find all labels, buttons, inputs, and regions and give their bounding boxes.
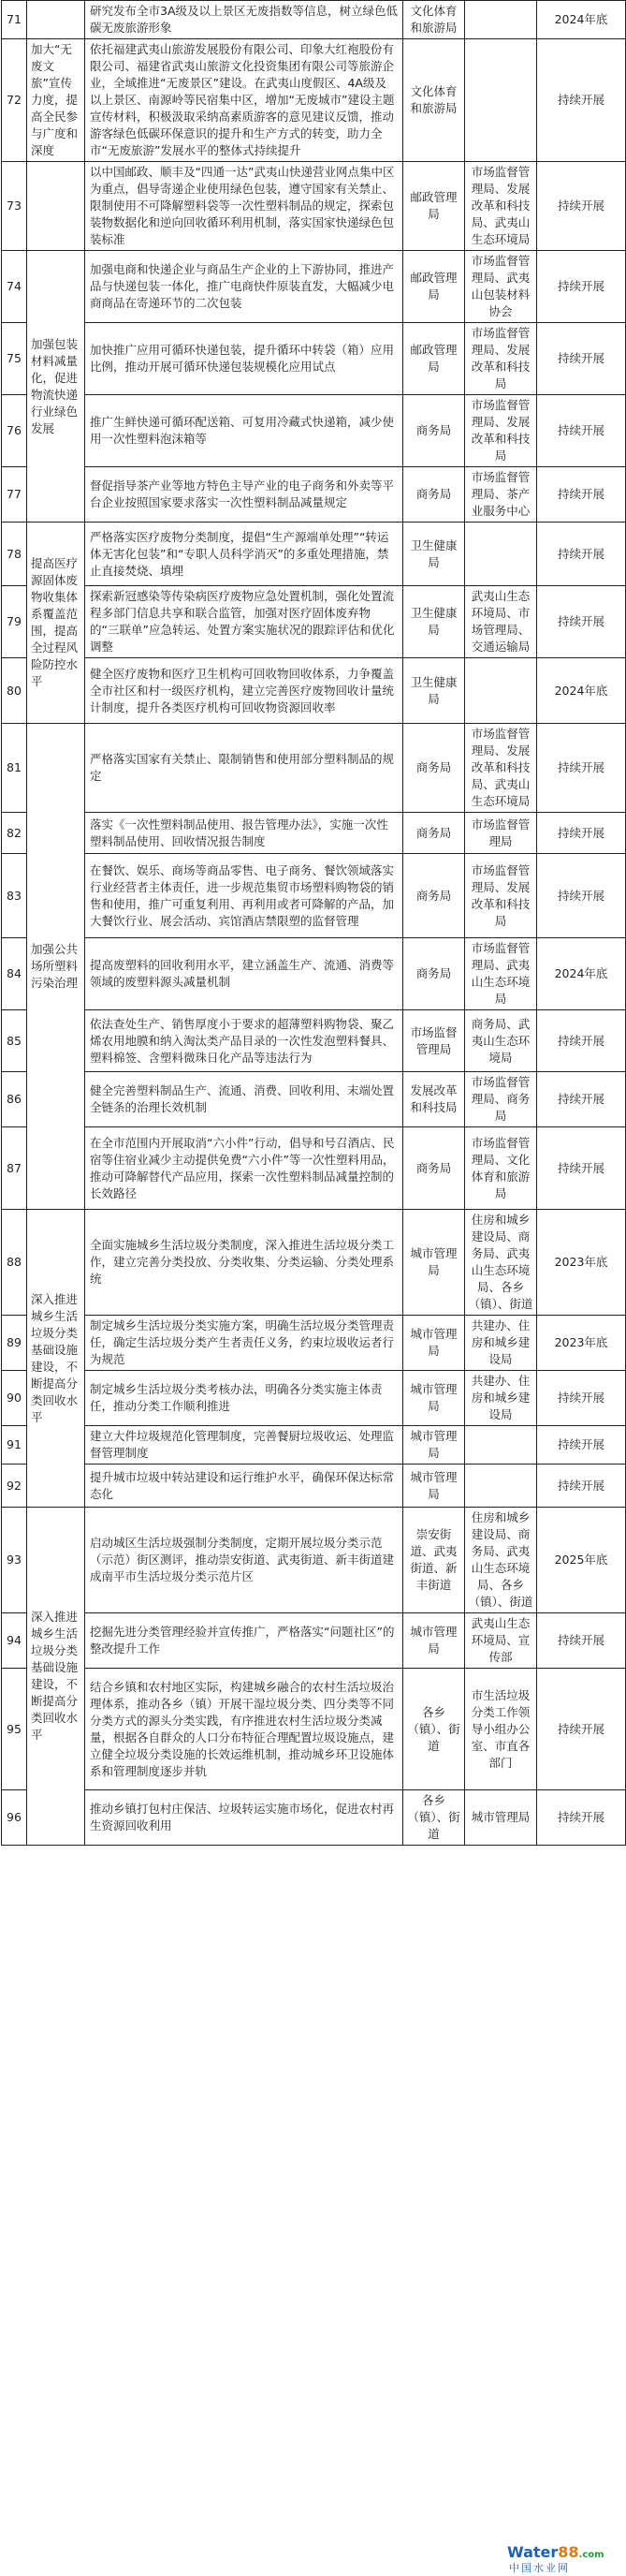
completion-time: 持续开展 bbox=[537, 1072, 626, 1127]
task-description: 健全完善塑料制品生产、流通、消费、回收利用、末端处置全链条的治理长效机制 bbox=[85, 1072, 403, 1127]
task-number: 94 bbox=[2, 1613, 27, 1669]
cooperating-departments bbox=[465, 1465, 537, 1508]
cooperating-departments: 武夷山生态环境局、市场管理局、交通运输局 bbox=[465, 586, 537, 658]
table-row bbox=[2, 586, 626, 658]
completion-time: 持续开展 bbox=[537, 813, 626, 854]
completion-time: 持续开展 bbox=[537, 1010, 626, 1072]
task-description: 在餐饮、娱乐、商场等商品零售、电子商务、餐饮领域落实行业经营者主体责任，进一步规范集贸市场塑料购物袋的销售和使用，推广可重复利用、再利用或者可降解的产品，加大餐饮行业、展会活动、宾馆酒店禁限塑的监督管理 bbox=[85, 854, 403, 938]
cooperating-departments: 商务局、武夷山生态环境局 bbox=[465, 1010, 537, 1072]
cooperating-departments: 市场监督管理局、发展改革和科技局、武夷山生态环境局 bbox=[465, 162, 537, 251]
task-number: 96 bbox=[2, 1790, 27, 1846]
cooperating-departments: 市场监督管理局、文化体育和旅游局 bbox=[465, 1127, 537, 1210]
lead-department: 城市管理局 bbox=[403, 1426, 465, 1465]
task-description: 启动城区生活垃圾强制分类制度，定期开展垃圾分类示范（示范）街区测评，推动崇安街道、武夷街道、新丰街道建成南平市生活垃圾分类示范片区 bbox=[85, 1508, 403, 1613]
lead-department: 文化体育和旅游局 bbox=[403, 1, 465, 39]
cooperating-departments: 市场监督管理局、发展改革和科技局 bbox=[465, 395, 537, 467]
table-row bbox=[2, 1613, 626, 1669]
table-row bbox=[2, 523, 626, 586]
lead-department: 卫生健康局 bbox=[403, 523, 465, 586]
cooperating-departments: 市生活垃圾分类工作领导小组办公室、市直各部门 bbox=[465, 1669, 537, 1790]
table-row bbox=[2, 1426, 626, 1465]
cooperating-departments: 市场监督管理局、茶产业服务中心 bbox=[465, 467, 537, 523]
task-number: 81 bbox=[2, 724, 27, 813]
task-number: 85 bbox=[2, 1010, 27, 1072]
table-row bbox=[2, 395, 626, 467]
table-row bbox=[2, 938, 626, 1010]
lead-department: 城市管理局 bbox=[403, 1371, 465, 1426]
lead-department: 商务局 bbox=[403, 938, 465, 1010]
table-row bbox=[2, 813, 626, 854]
completion-time: 持续开展 bbox=[537, 724, 626, 813]
cooperating-departments: 市场监督管理局 bbox=[465, 813, 537, 854]
task-description: 探索新冠感染等传染病医疗废物应急处置机制，强化处置流程多部门信息共享和联合监管，加强对医疗固体废弃物的“三联单”应急转运、处置方案实施状况的跟踪评估和优化调整 bbox=[85, 586, 403, 658]
lead-department: 发展改革和科技局 bbox=[403, 1072, 465, 1127]
task-number: 73 bbox=[2, 162, 27, 251]
table-row bbox=[2, 1790, 626, 1846]
task-number: 74 bbox=[2, 251, 27, 323]
task-description: 依托福建武夷山旅游发展股份有限公司、印象大红袍股份有限公司、福建省武夷山旅游文化投资集团有限公司等旅游企业，全域推进“无废景区”建设。在武夷山度假区、4A级及以上景区、南源岭等民宿集中区，增加“无废城市”建设主题宣传材料，积极汲取采纳高素质游客的意见建议反馈，推动游客绿色低碳环保意识的提升和生产方式的转变，助力全市“无废旅游”发展水平的整体式持续提升 bbox=[85, 39, 403, 162]
task-number: 75 bbox=[2, 323, 27, 395]
table-row bbox=[2, 1010, 626, 1072]
cooperating-departments bbox=[465, 39, 537, 162]
task-description: 制定城乡生活垃圾分类考核办法，明确各分类实施主体责任，推动分类工作顺利推进 bbox=[85, 1371, 403, 1426]
task-number: 90 bbox=[2, 1371, 27, 1426]
completion-time: 持续开展 bbox=[537, 1669, 626, 1790]
task-description: 加强电商和快递企业与商品生产企业的上下游协同，推进产品与快递包装一体化，推广电商快件原装直发，大幅减少电商商品在寄递环节的二次包装 bbox=[85, 251, 403, 323]
task-category: 深入推进城乡生活垃圾分类基础设施建设，不断提高分类回收水平 bbox=[27, 1508, 85, 1846]
task-description: 依法查处生产、销售厚度小于要求的超薄塑料购物袋、聚乙烯农用地膜和纳入淘汰类产品目录的一次性发泡塑料餐具、塑料棉签、含塑料微珠日化产品等违法行为 bbox=[85, 1010, 403, 1072]
cooperating-departments bbox=[465, 1426, 537, 1465]
lead-department: 商务局 bbox=[403, 854, 465, 938]
cooperating-departments: 市场监督管理局、商务局 bbox=[465, 1072, 537, 1127]
completion-time: 2023年底 bbox=[537, 1210, 626, 1316]
watermark-logo-c: .com bbox=[578, 2550, 604, 2560]
task-description: 提高废塑料的回收利用水平，建立涵盖生产、流通、消费等领域的废塑料源头减量机制 bbox=[85, 938, 403, 1010]
lead-department: 邮政管理局 bbox=[403, 162, 465, 251]
task-number: 72 bbox=[2, 39, 27, 162]
cooperating-departments bbox=[465, 658, 537, 724]
completion-time: 持续开展 bbox=[537, 1426, 626, 1465]
watermark-subtitle: 中国水业网 bbox=[509, 2562, 570, 2574]
completion-time: 持续开展 bbox=[537, 323, 626, 395]
table-row bbox=[2, 854, 626, 938]
table-row bbox=[2, 323, 626, 395]
completion-time: 持续开展 bbox=[537, 162, 626, 251]
completion-time: 2025年底 bbox=[537, 1508, 626, 1613]
task-description: 推广生鲜快递可循环配送箱、可复用冷藏式快递箱，减少使用一次性塑料泡沫箱等 bbox=[85, 395, 403, 467]
cooperating-departments: 市场监督管理局、发展改革和科技局 bbox=[465, 854, 537, 938]
completion-time: 持续开展 bbox=[537, 1127, 626, 1210]
task-table bbox=[1, 0, 626, 1846]
completion-time: 2024年底 bbox=[537, 658, 626, 724]
cooperating-departments: 住房和城乡建设局、商务局、武夷山生态环境局、各乡（镇）、街道 bbox=[465, 1508, 537, 1613]
task-description: 挖掘先进分类管理经验并宣传推广，严格落实“问题社区”的整改提升工作 bbox=[85, 1613, 403, 1669]
lead-department: 卫生健康局 bbox=[403, 658, 465, 724]
task-description: 督促指导茶产业等地方特色主导产业的电子商务和外卖等平台企业按照国家要求落实一次性塑料制品减量规定 bbox=[85, 467, 403, 523]
task-number: 89 bbox=[2, 1316, 27, 1371]
table-row bbox=[2, 1316, 626, 1371]
cooperating-departments: 共建办、住房和城乡建设局 bbox=[465, 1371, 537, 1426]
lead-department: 文化体育和旅游局 bbox=[403, 39, 465, 162]
lead-department: 崇安街道、武夷街道、新丰街道 bbox=[403, 1508, 465, 1613]
lead-department: 城市管理局 bbox=[403, 1465, 465, 1508]
task-number: 88 bbox=[2, 1210, 27, 1316]
task-description: 制定城乡生活垃圾分类实施方案，明确生活垃圾分类管理责任，确定生活垃圾分类产生者责任义务，约束垃圾收运者行为规范 bbox=[85, 1316, 403, 1371]
task-category bbox=[27, 1, 85, 39]
lead-department: 城市管理局 bbox=[403, 1316, 465, 1371]
task-category: 加大“无废文旅”宣传力度，提高全民参与广度和深度 bbox=[27, 39, 85, 162]
completion-time: 持续开展 bbox=[537, 39, 626, 162]
task-number: 80 bbox=[2, 658, 27, 724]
table-row bbox=[2, 162, 626, 251]
cooperating-departments: 住房和城乡建设局、商务局、武夷山生态环境局、各乡（镇）、街道 bbox=[465, 1210, 537, 1316]
lead-department: 邮政管理局 bbox=[403, 251, 465, 323]
task-category: 提高医疗源固体废物收集体系覆盖范围，提高全过程风险防控水平 bbox=[27, 523, 85, 724]
lead-department: 商务局 bbox=[403, 813, 465, 854]
lead-department: 市场监督管理局 bbox=[403, 1010, 465, 1072]
lead-department: 商务局 bbox=[403, 395, 465, 467]
watermark-logo-b: 88 bbox=[558, 2543, 579, 2561]
watermark-wordmark bbox=[507, 2543, 604, 2561]
task-description: 结合乡镇和农村地区实际，构建城乡融合的农村生活垃圾治理体系，推动各乡（镇）开展干湿垃圾分类、四分类等不同分类方式的源头分类实践，有序推进农村生活垃圾分类减量，根据各自群众的人口分布特征合理配置垃圾设施点，建立健全垃圾分类设施的长效运维机制，推动城乡环卫设施体系和管理制度逐步并轨 bbox=[85, 1669, 403, 1790]
completion-time: 持续开展 bbox=[537, 467, 626, 523]
completion-time: 2024年底 bbox=[537, 938, 626, 1010]
table-row bbox=[2, 724, 626, 813]
cooperating-departments: 市场监督管理局、武夷山包装材料协会 bbox=[465, 251, 537, 323]
watermark-logo-a: Water bbox=[507, 2543, 559, 2561]
task-description: 严格落实医疗废物分类制度，提倡“生产源端单处理”“转运体无害化包装”和“专职人员科学消灭”的多重处理措施，禁止直接焚烧、填埋 bbox=[85, 523, 403, 586]
task-number: 87 bbox=[2, 1127, 27, 1210]
task-number: 71 bbox=[2, 1, 27, 39]
task-number: 82 bbox=[2, 813, 27, 854]
cooperating-departments: 共建办、住房和城乡建设局 bbox=[465, 1316, 537, 1371]
table-row bbox=[2, 467, 626, 523]
table-row bbox=[2, 1127, 626, 1210]
cooperating-departments: 城市管理局 bbox=[465, 1790, 537, 1846]
table-row bbox=[2, 1072, 626, 1127]
task-category bbox=[27, 162, 85, 251]
lead-department: 邮政管理局 bbox=[403, 323, 465, 395]
task-number: 77 bbox=[2, 467, 27, 523]
task-description: 建立大件垃圾规范化管理制度，完善餐厨垃圾收运、处理监督管理制度 bbox=[85, 1426, 403, 1465]
completion-time: 持续开展 bbox=[537, 1613, 626, 1669]
task-category: 深入推进城乡生活垃圾分类基础设施建设，不断提高分类回收水平 bbox=[27, 1210, 85, 1508]
completion-time: 持续开展 bbox=[537, 251, 626, 323]
completion-time: 持续开展 bbox=[537, 1465, 626, 1508]
lead-department: 卫生健康局 bbox=[403, 586, 465, 658]
lead-department: 商务局 bbox=[403, 467, 465, 523]
task-number: 91 bbox=[2, 1426, 27, 1465]
lead-department: 各乡（镇）、街道 bbox=[403, 1669, 465, 1790]
lead-department: 城市管理局 bbox=[403, 1613, 465, 1669]
task-number: 84 bbox=[2, 938, 27, 1010]
table-row bbox=[2, 1210, 626, 1316]
table-row bbox=[2, 658, 626, 724]
cooperating-departments: 市场监督管理局、发展改革和科技局、武夷山生态环境局 bbox=[465, 724, 537, 813]
table-row bbox=[2, 1669, 626, 1790]
cooperating-departments bbox=[465, 1, 537, 39]
completion-time: 持续开展 bbox=[537, 1371, 626, 1426]
task-number: 93 bbox=[2, 1508, 27, 1613]
completion-time: 持续开展 bbox=[537, 1790, 626, 1846]
table-row bbox=[2, 251, 626, 323]
task-number: 86 bbox=[2, 1072, 27, 1127]
lead-department: 各乡（镇）、街道 bbox=[403, 1790, 465, 1846]
table-row bbox=[2, 39, 626, 162]
lead-department: 城市管理局 bbox=[403, 1210, 465, 1316]
lead-department: 商务局 bbox=[403, 724, 465, 813]
task-category: 加强包装材料减量化，促进物流快递行业绿色发展 bbox=[27, 251, 85, 523]
table-row bbox=[2, 1, 626, 39]
table-row bbox=[2, 1508, 626, 1613]
cooperating-departments: 市场监督管理局、发展改革和科技局 bbox=[465, 323, 537, 395]
task-number: 95 bbox=[2, 1669, 27, 1790]
completion-time: 2024年底 bbox=[537, 1, 626, 39]
watermark-logo bbox=[505, 2543, 625, 2575]
cooperating-departments: 武夷山生态环境局、宣传部 bbox=[465, 1613, 537, 1669]
task-number: 92 bbox=[2, 1465, 27, 1508]
task-description: 研究发布全市3A级及以上景区无废指数等信息，树立绿色低碳无废旅游形象 bbox=[85, 1, 403, 39]
completion-time: 持续开展 bbox=[537, 854, 626, 938]
lead-department: 商务局 bbox=[403, 1127, 465, 1210]
task-description: 健全医疗废物和医疗卫生机构可回收物回收体系，力争覆盖全市社区和村一级医疗机构，建立完善医疗废物回收计量统计制度，提升各类医疗机构可回收物资源回收率 bbox=[85, 658, 403, 724]
cooperating-departments bbox=[465, 523, 537, 586]
task-description: 加快推广应用可循环快递包装，提升循环中转袋（箱）应用比例，推动开展可循环快递包装规模化应用试点 bbox=[85, 323, 403, 395]
task-description: 全面实施城乡生活垃圾分类制度，深入推进生活垃圾分类工作，建立完善分类投放、分类收集、分类运输、分类处理系统 bbox=[85, 1210, 403, 1316]
task-description: 在全市范围内开展取消“六小件”行动，倡导和号召酒店、民宿等住宿业减少主动提供免费“六小件”等一次性塑料用品，推动可降解替代产品应用，探索一次性塑料制品减量控制的长效路径 bbox=[85, 1127, 403, 1210]
task-description: 以中国邮政、顺丰及“四通一达”武夷山快递营业网点集中区为重点，倡导寄递企业使用绿色包装，遵守国家有关禁止、限制使用不可降解塑料袋等一次性塑料制品的规定，探索包装物数据化和逆向回收循环利用机制，落实国家快递绿色包装标准 bbox=[85, 162, 403, 251]
task-number: 76 bbox=[2, 395, 27, 467]
task-number: 83 bbox=[2, 854, 27, 938]
task-description: 提升城市垃圾中转站建设和运行维护水平，确保环保达标常态化 bbox=[85, 1465, 403, 1508]
task-number: 79 bbox=[2, 586, 27, 658]
table-row bbox=[2, 1465, 626, 1508]
completion-time: 持续开展 bbox=[537, 523, 626, 586]
table-row bbox=[2, 1371, 626, 1426]
completion-time: 持续开展 bbox=[537, 586, 626, 658]
task-description: 严格落实国家有关禁止、限制销售和使用部分塑料制品的规定 bbox=[85, 724, 403, 813]
completion-time: 2023年底 bbox=[537, 1316, 626, 1371]
task-description: 落实《一次性塑料制品使用、报告管理办法》，实施一次性塑料制品使用、回收情况报告制度 bbox=[85, 813, 403, 854]
completion-time: 持续开展 bbox=[537, 395, 626, 467]
task-category: 加强公共场所塑料污染治理 bbox=[27, 724, 85, 1210]
task-number: 78 bbox=[2, 523, 27, 586]
cooperating-departments: 市场监督管理局、武夷山生态环境局 bbox=[465, 938, 537, 1010]
task-description: 推动乡镇打包村庄保洁、垃圾转运实施市场化，促进农村再生资源回收利用 bbox=[85, 1790, 403, 1846]
